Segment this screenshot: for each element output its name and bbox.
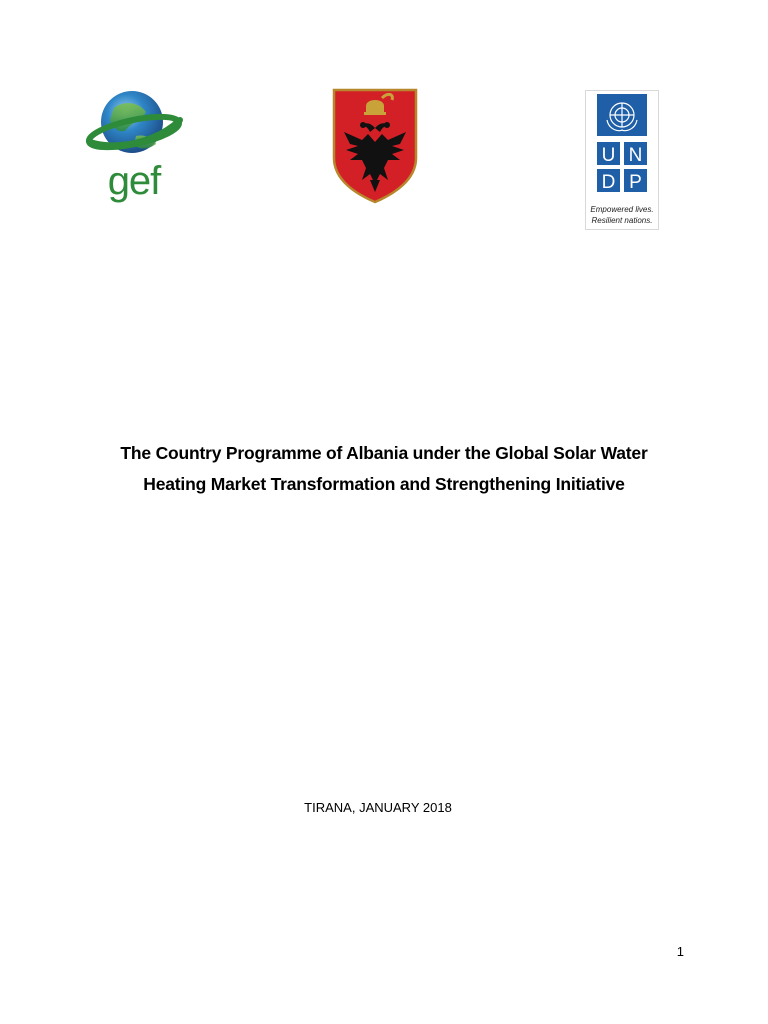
undp-letter-u: U bbox=[601, 145, 616, 166]
undp-letter-n: N bbox=[628, 145, 643, 166]
title-line-2: Heating Market Transformation and Strengthening Initiative bbox=[143, 474, 625, 494]
undp-tagline-2: Resilient nations. bbox=[591, 216, 653, 225]
albania-coat-of-arms bbox=[332, 88, 418, 204]
undp-logo bbox=[585, 90, 659, 230]
undp-letter-p: P bbox=[629, 172, 642, 193]
undp-letter-d: D bbox=[601, 172, 616, 193]
gef-logo bbox=[84, 86, 184, 204]
document-title bbox=[60, 438, 708, 500]
gef-wordmark: gef bbox=[107, 159, 161, 203]
place-date: TIRANA, JANUARY 2018 bbox=[304, 800, 452, 815]
page-number: 1 bbox=[676, 944, 684, 959]
undp-tagline-1: Empowered lives. bbox=[590, 205, 654, 214]
title-line-1: The Country Programme of Albania under the Global Solar Water bbox=[120, 443, 648, 463]
